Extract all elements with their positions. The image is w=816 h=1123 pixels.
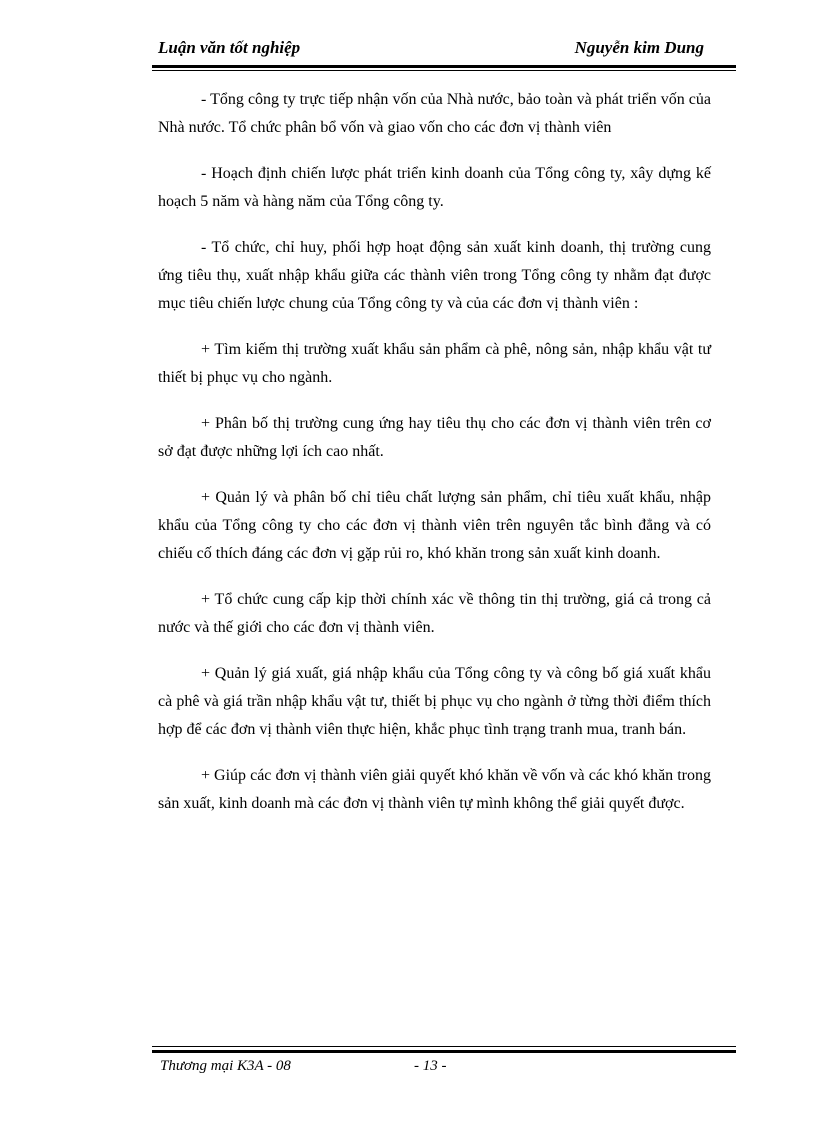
paragraph: + Quản lý và phân bố chỉ tiêu chất lượng sản phẩm, chỉ tiêu xuất khẩu, nhập khẩu của Tổng công ty cho các đơn vị thành viên trên nguyên tắc bình đẳng và có chiếu cố thích đáng các đơn vị gặp rủi ro, khó khăn trong sản xuất kinh doanh. xyxy=(158,489,711,562)
paragraph: + Tổ chức cung cấp kịp thời chính xác về thông tin thị trường, giá cả trong cả nước và thế giới cho các đơn vị thành viên. xyxy=(158,591,711,636)
page-header xyxy=(152,36,736,70)
footer-rule-thin xyxy=(152,1046,736,1047)
header-rule-thick xyxy=(152,65,736,68)
page-footer xyxy=(152,1046,736,1086)
footer-course: Thương mại K3A - 08 xyxy=(160,1058,291,1074)
header-rule-thin xyxy=(152,70,736,71)
header-author: Nguyễn kim Dung xyxy=(574,38,704,57)
paragraph: + Tìm kiếm thị trường xuất khẩu sản phẩm cà phê, nông sản, nhập khẩu vật tư thiết bị phục vụ cho ngành. xyxy=(158,341,711,386)
body-text xyxy=(158,86,711,836)
footer-rule-thick xyxy=(152,1050,736,1053)
paragraph: - Hoạch định chiến lược phát triển kinh doanh của Tổng công ty, xây dựng kế hoạch 5 năm và hàng năm của Tổng công ty. xyxy=(158,165,711,210)
paragraph: - Tổ chức, chỉ huy, phối hợp hoạt động sản xuất kinh doanh, thị trường cung ứng tiêu thụ, xuất nhập khẩu giữa các thành viên trong Tổng công ty nhằm đạt được mục tiêu chiến lược chung của Tổng công ty và của các đơn vị thành viên : xyxy=(158,239,711,312)
header-title: Luận văn tốt nghiệp xyxy=(158,38,301,57)
page-number: - 13 - xyxy=(414,1058,447,1074)
paragraph: + Giúp các đơn vị thành viên giải quyết khó khăn về vốn và các khó khăn trong sản xuất, kinh doanh mà các đơn vị thành viên tự mình không thể giải quyết được. xyxy=(158,767,711,812)
paragraph: + Quản lý giá xuất, giá nhập khẩu của Tổng công ty và công bố giá xuất khẩu cà phê và giá trần nhập khẩu vật tư, thiết bị phục vụ cho ngành ở từng thời điểm thích hợp để các đơn vị thành viên thực hiện, khắc phục tình trạng tranh mua, tranh bán. xyxy=(158,665,711,738)
paragraph: + Phân bố thị trường cung ứng hay tiêu thụ cho các đơn vị thành viên trên cơ sở đạt được những lợi ích cao nhất. xyxy=(158,415,711,460)
paragraph: - Tổng công ty trực tiếp nhận vốn của Nhà nước, bảo toàn và phát triển vốn của Nhà nước. Tổ chức phân bổ vốn và giao vốn cho các đơn vị thành viên xyxy=(158,91,711,136)
